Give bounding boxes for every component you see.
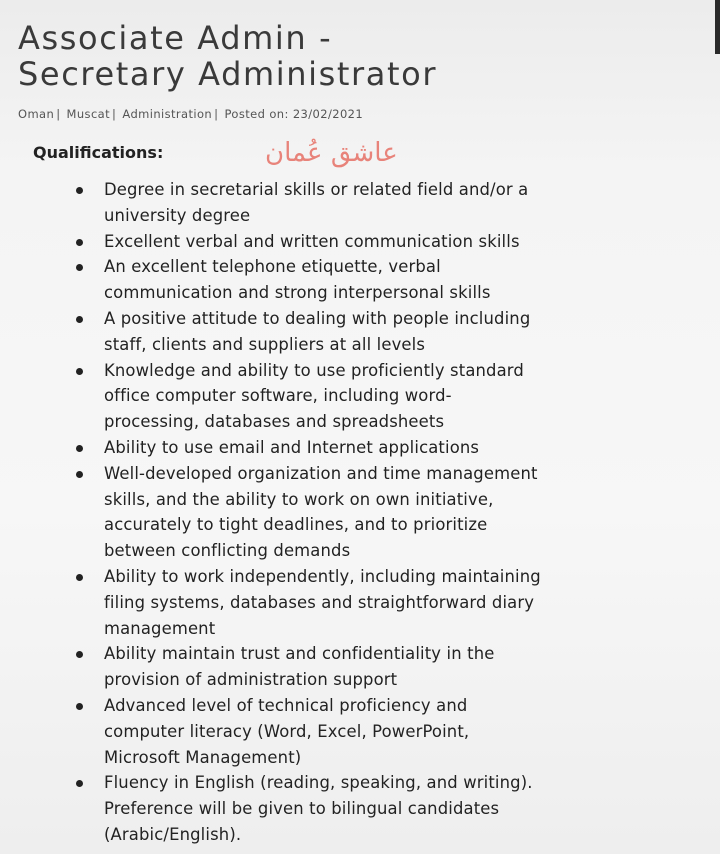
job-title-line-2: Secretary Administrator <box>18 55 438 93</box>
bullet-icon <box>76 703 83 710</box>
qualifications-heading: Qualifications: <box>33 143 164 162</box>
meta-country: Oman <box>18 107 55 121</box>
qualification-text-line: Ability to use email and Internet applications <box>104 437 480 457</box>
bullet-icon <box>76 471 83 478</box>
qualification-text-line: Excellent verbal and written communication skills <box>104 231 520 251</box>
qualification-item <box>76 770 712 847</box>
qualification-text-line: (Arabic/English). <box>104 824 242 844</box>
job-meta <box>18 106 363 122</box>
qualification-text-line: Degree in secretarial skills or related field and/or a <box>104 180 529 199</box>
qualification-text-line: between conflicting demands <box>104 541 351 561</box>
qualification-item <box>76 306 712 358</box>
qualification-text-line: Advanced level of technical proficiency and <box>104 695 468 715</box>
bullet-icon <box>76 187 83 194</box>
qualification-text-line: Preference will be given to bilingual candidates <box>104 799 500 819</box>
bullet-icon <box>76 574 83 581</box>
bullet-icon <box>76 264 83 271</box>
qualification-item <box>76 641 712 693</box>
page-edge-bar <box>715 0 720 54</box>
qualification-item <box>76 435 712 461</box>
qualification-text-line: Well-developed organization and time management <box>104 463 538 483</box>
qualification-text-line: processing, databases and spreadsheets <box>104 412 445 432</box>
qualification-text-line: Ability maintain trust and confidentiality in the <box>104 644 495 664</box>
qualification-text-line: staff, clients and suppliers at all levels <box>104 334 426 354</box>
qualification-text-line: Fluency in English (reading, speaking, and writing). <box>104 773 533 793</box>
qualifications-list <box>76 177 712 848</box>
qualification-text-line: computer literacy (Word, Excel, PowerPoint, <box>104 721 470 741</box>
meta-posted-date: Posted on: 23/02/2021 <box>224 107 364 121</box>
qualification-text-line: Microsoft Management) <box>104 747 302 767</box>
qualification-text-line: Ability to work independently, including maintaining <box>104 566 541 586</box>
meta-department: Administration <box>122 107 213 121</box>
qualification-item <box>76 358 712 435</box>
qualification-text-line: A positive attitude to dealing with people including <box>104 308 531 328</box>
watermark-text: عاشق عُمان <box>265 138 398 168</box>
qualification-text-line: filing systems, databases and straightforward diary <box>104 592 535 612</box>
qualification-item <box>76 693 712 770</box>
meta-city: Muscat <box>66 107 111 121</box>
qualification-item <box>76 254 712 306</box>
qualification-text-line: office computer software, including word- <box>104 386 452 406</box>
job-title-line-1: Associate Admin - <box>18 19 333 57</box>
qualification-text-line: provision of administration support <box>104 670 398 690</box>
qualification-text-line: skills, and the ability to work on own initiative, <box>104 489 494 509</box>
meta-separator: | <box>214 107 219 121</box>
bullet-icon <box>76 445 83 452</box>
bullet-icon <box>76 651 83 658</box>
bullet-icon <box>76 368 83 375</box>
bullet-icon <box>76 316 83 323</box>
qualification-text-line: management <box>104 618 216 638</box>
qualification-text-line: accurately to tight deadlines, and to prioritize <box>104 515 488 535</box>
bullet-icon <box>76 239 83 246</box>
qualification-item <box>76 229 712 255</box>
qualification-item <box>76 177 712 229</box>
meta-separator: | <box>56 107 61 121</box>
qualification-item <box>76 461 712 564</box>
meta-separator: | <box>112 107 117 121</box>
qualification-text-line: university degree <box>104 205 251 225</box>
qualification-text-line: An excellent telephone etiquette, verbal <box>104 257 441 277</box>
qualification-text-line: communication and strong interpersonal skills <box>104 283 491 303</box>
bullet-icon <box>76 780 83 787</box>
qualification-text-line: Knowledge and ability to use proficiently standard <box>104 360 524 380</box>
qualification-item <box>76 564 712 641</box>
job-title <box>18 20 437 92</box>
